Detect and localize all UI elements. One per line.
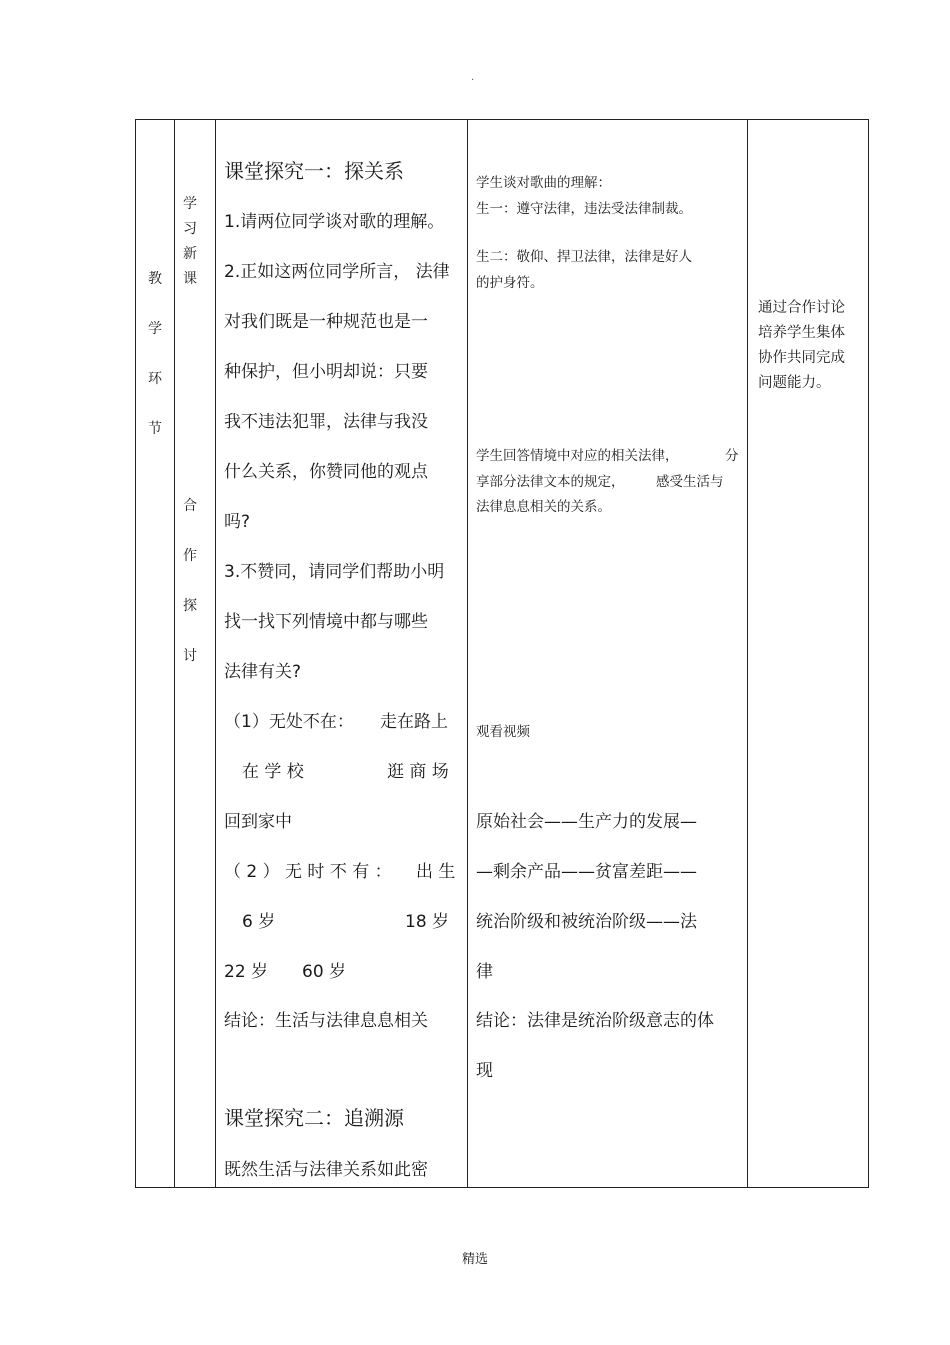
teacher-line: （1）无处不在：	[224, 712, 354, 732]
student-line: 分	[725, 448, 739, 464]
teacher-line: 1.请两位同学谈对歌的理解。	[224, 212, 445, 232]
intent-line: 问题能力。	[758, 375, 831, 391]
column-divider	[215, 120, 216, 1187]
column-divider	[747, 120, 748, 1187]
label-char: 学	[148, 321, 162, 337]
student-line: 观看视频	[476, 724, 530, 740]
intent-line: 培养学生集体	[758, 325, 845, 341]
section-heading: 课堂探究二：追溯源	[224, 1106, 404, 1130]
page-footer: 精选	[461, 1252, 488, 1267]
section-heading: 课堂探究一：探关系	[224, 159, 404, 183]
teacher-line: 2.正如这两位同学所言， 法律	[224, 262, 450, 282]
teacher-line: 18 岁	[405, 912, 450, 932]
label-char: 习	[183, 221, 197, 237]
label-char: 讨	[183, 648, 197, 664]
teacher-line: 结论：生活与法律息息相关	[224, 1011, 428, 1031]
student-line: 学生回答情境中对应的相关法律，	[476, 448, 679, 464]
intent-line: 通过合作讨论	[758, 300, 845, 316]
label-char: 环	[148, 371, 162, 387]
teacher-line: 种保护，但小明却说：只要	[224, 362, 428, 382]
teacher-line: 22 岁	[224, 962, 269, 982]
student-line: 享部分法律文本的规定，	[476, 474, 625, 490]
student-line: 原始社会——生产力的发展—	[476, 812, 697, 832]
student-line: 感受生活与	[656, 474, 724, 490]
teacher-line: 6 岁	[242, 912, 276, 932]
teacher-line: 3.不赞同，请同学们帮助小明	[224, 562, 445, 582]
label-char: 课	[183, 271, 197, 287]
column-divider	[174, 120, 175, 1187]
header-mark: .	[471, 72, 475, 83]
teacher-line: 60 岁	[302, 962, 347, 982]
teacher-line: 我不违法犯罪，法律与我没	[224, 412, 428, 432]
teacher-line: 在 学 校	[242, 762, 304, 782]
label-char: 教	[148, 271, 162, 287]
teaching-stage-label	[145, 268, 165, 468]
lesson-plan-table	[135, 119, 869, 1188]
student-line: 律	[476, 962, 493, 982]
student-line: 现	[476, 1061, 493, 1081]
teacher-line: 回到家中	[224, 812, 292, 832]
teacher-line: （ 2 ） 无 时 不 有 ：	[224, 862, 392, 882]
teacher-line: 出 生	[416, 862, 456, 882]
teacher-line: 法律有关?	[224, 662, 302, 682]
label-char: 新	[183, 246, 197, 262]
student-line: 结论：法律是统治阶级意志的体	[476, 1011, 714, 1031]
student-line: 学生谈对歌曲的理解：	[476, 175, 611, 191]
column-divider	[467, 120, 468, 1187]
student-line: 法律息息相关的关系。	[476, 499, 611, 515]
student-line: 生一：遵守法律，违法受法律制裁。	[476, 201, 692, 217]
student-line: 生二：敬仰、捍卫法律，法律是好人	[476, 249, 692, 265]
label-char: 探	[183, 598, 197, 614]
student-line: —剩余产品——贫富差距——	[476, 862, 697, 882]
cooperative-discussion-label	[180, 495, 200, 695]
label-char: 学	[183, 196, 197, 212]
student-line: 的护身符。	[476, 275, 544, 291]
label-char: 节	[148, 421, 162, 437]
teacher-line: 对我们既是一种规范也是一	[224, 312, 428, 332]
intent-line: 协作共同完成	[758, 350, 845, 366]
new-lesson-label	[180, 193, 200, 293]
teacher-line: 吗?	[224, 512, 251, 532]
teacher-line: 找一找下列情境中都与哪些	[224, 612, 428, 632]
label-char: 合	[183, 498, 197, 514]
teacher-line: 什么关系，你赞同他的观点	[224, 462, 428, 482]
teacher-line: 逛 商 场	[387, 762, 449, 782]
student-line: 统治阶级和被统治阶级——法	[476, 912, 697, 932]
teacher-line: 走在路上	[380, 712, 448, 732]
label-char: 作	[183, 548, 197, 564]
teacher-line: 既然生活与法律关系如此密	[224, 1160, 428, 1180]
